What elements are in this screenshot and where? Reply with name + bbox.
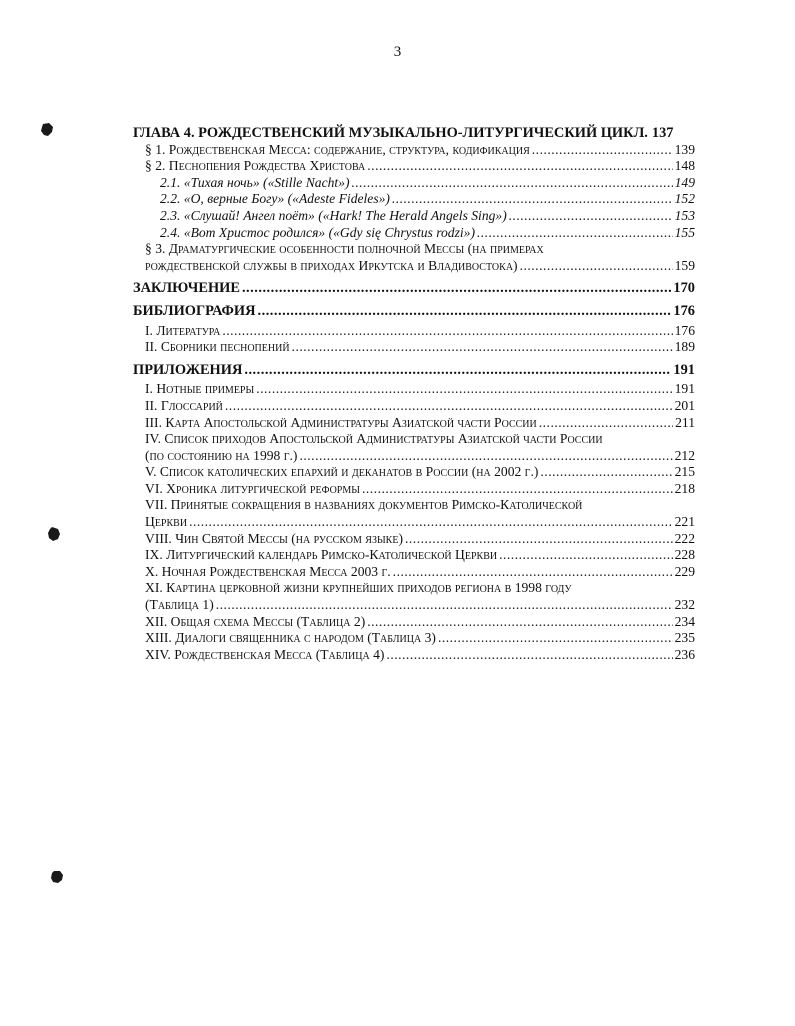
toc-entry-appendix-10: X. Ночная Рождественская Месса 2003 г. ..... 229 (133, 564, 695, 581)
punch-hole-mark-top (40, 123, 54, 137)
toc-entry-appendix-7-line1: VII. Принятые сокращения в названиях документов Римско-Католической (145, 497, 583, 513)
toc-entry-appendix-14: XIV. Рождественская Месса (Таблица 4) ..... 236 (133, 647, 695, 664)
toc-entry-appendix-7-line2: Церкви ..... 221 (133, 514, 695, 531)
page-number: 3 (393, 44, 402, 60)
toc-entry-section-2-1: 2.1. «Тихая ночь» («Stille Nacht») ..... 149 (133, 175, 695, 192)
toc-entry-appendix-12: XII. Общая схема Мессы (Таблица 2) ..... 234 (133, 614, 695, 631)
toc-entry-bibliography-2: II. Сборники песнопений ..... 189 (133, 339, 695, 356)
toc-entry-appendix-8: VIII. Чин Святой Мессы (на русском языке) ..... 222 (133, 531, 695, 548)
toc-entry-appendix-5: V. Список католических епархий и деканатов в России (на 2002 г.) ..... 215 (133, 464, 695, 481)
toc-entry-appendix-13: XIII. Диалоги священника с народом (Таблица 3) ..... 235 (133, 630, 695, 647)
toc-entry-appendix-11-line2: (Таблица 1) ..... 232 (133, 597, 695, 614)
table-of-contents (133, 125, 695, 663)
toc-entry-bibliography-1: I. Литература ..... 176 (133, 323, 695, 340)
toc-entry-appendix-11-line1: XI. Картина церковной жизни крупнейших приходов региона в 1998 году (145, 580, 572, 596)
toc-entry-appendix-4-line2: (по состоянию на 1998 г.) ..... 212 (133, 448, 695, 465)
toc-entry-appendix-6: VI. Хроника литургической реформы ..... 218 (133, 481, 695, 498)
toc-entry-conclusion: ЗАКЛЮЧЕНИЕ ..... 170 (133, 280, 695, 297)
toc-entry-section-3-line1: § 3. Драматургические особенности полночной Мессы (на примерах (145, 241, 544, 257)
toc-entry-section-1: § 1. Рождественская Месса: содержание, структура, кодификация ..... 139 (133, 142, 695, 159)
toc-entry-section-2-4: 2.4. «Вот Христос родился» («Gdy się Chrystus rodzi») ..... 155 (133, 225, 695, 242)
toc-entry-appendices: ПРИЛОЖЕНИЯ ..... 191 (133, 362, 695, 379)
toc-entry-appendix-2: II. Глоссарий ..... 201 (133, 398, 695, 415)
toc-entry-section-2-3: 2.3. «Слушай! Ангел поёт» («Hark! The Herald Angels Sing») ..... 153 (133, 208, 695, 225)
toc-entry-section-3-line2: рождественской службы в приходах Иркутска и Владивостока) ..... 159 (133, 258, 695, 275)
toc-entry-bibliography: БИБЛИОГРАФИЯ ..... 176 (133, 303, 695, 320)
toc-entry-section-2-2: 2.2. «О, верные Богу» («Adeste Fideles») ..... 152 (133, 191, 695, 208)
toc-entry-section-2: § 2. Песнопения Рождества Христова ..... 148 (133, 158, 695, 175)
toc-entry-appendix-1: I. Нотные примеры ..... 191 (133, 381, 695, 398)
toc-entry-appendix-9: IX. Литургический календарь Римско-Католической Церкви ..... 228 (133, 547, 695, 564)
punch-hole-mark-middle (47, 527, 61, 541)
toc-entry-chapter-4: ГЛАВА 4. РОЖДЕСТВЕНСКИЙ МУЗЫКАЛЬНО-ЛИТУРГИЧЕСКИЙ ЦИКЛ. 137 (133, 125, 674, 141)
toc-entry-appendix-3: III. Карта Апостольской Администратуры Азиатской части России ..... 211 (133, 415, 695, 432)
punch-hole-mark-bottom (50, 870, 64, 884)
toc-entry-appendix-4-line1: IV. Список приходов Апостольской Администратуры Азиатской части России (145, 431, 603, 447)
